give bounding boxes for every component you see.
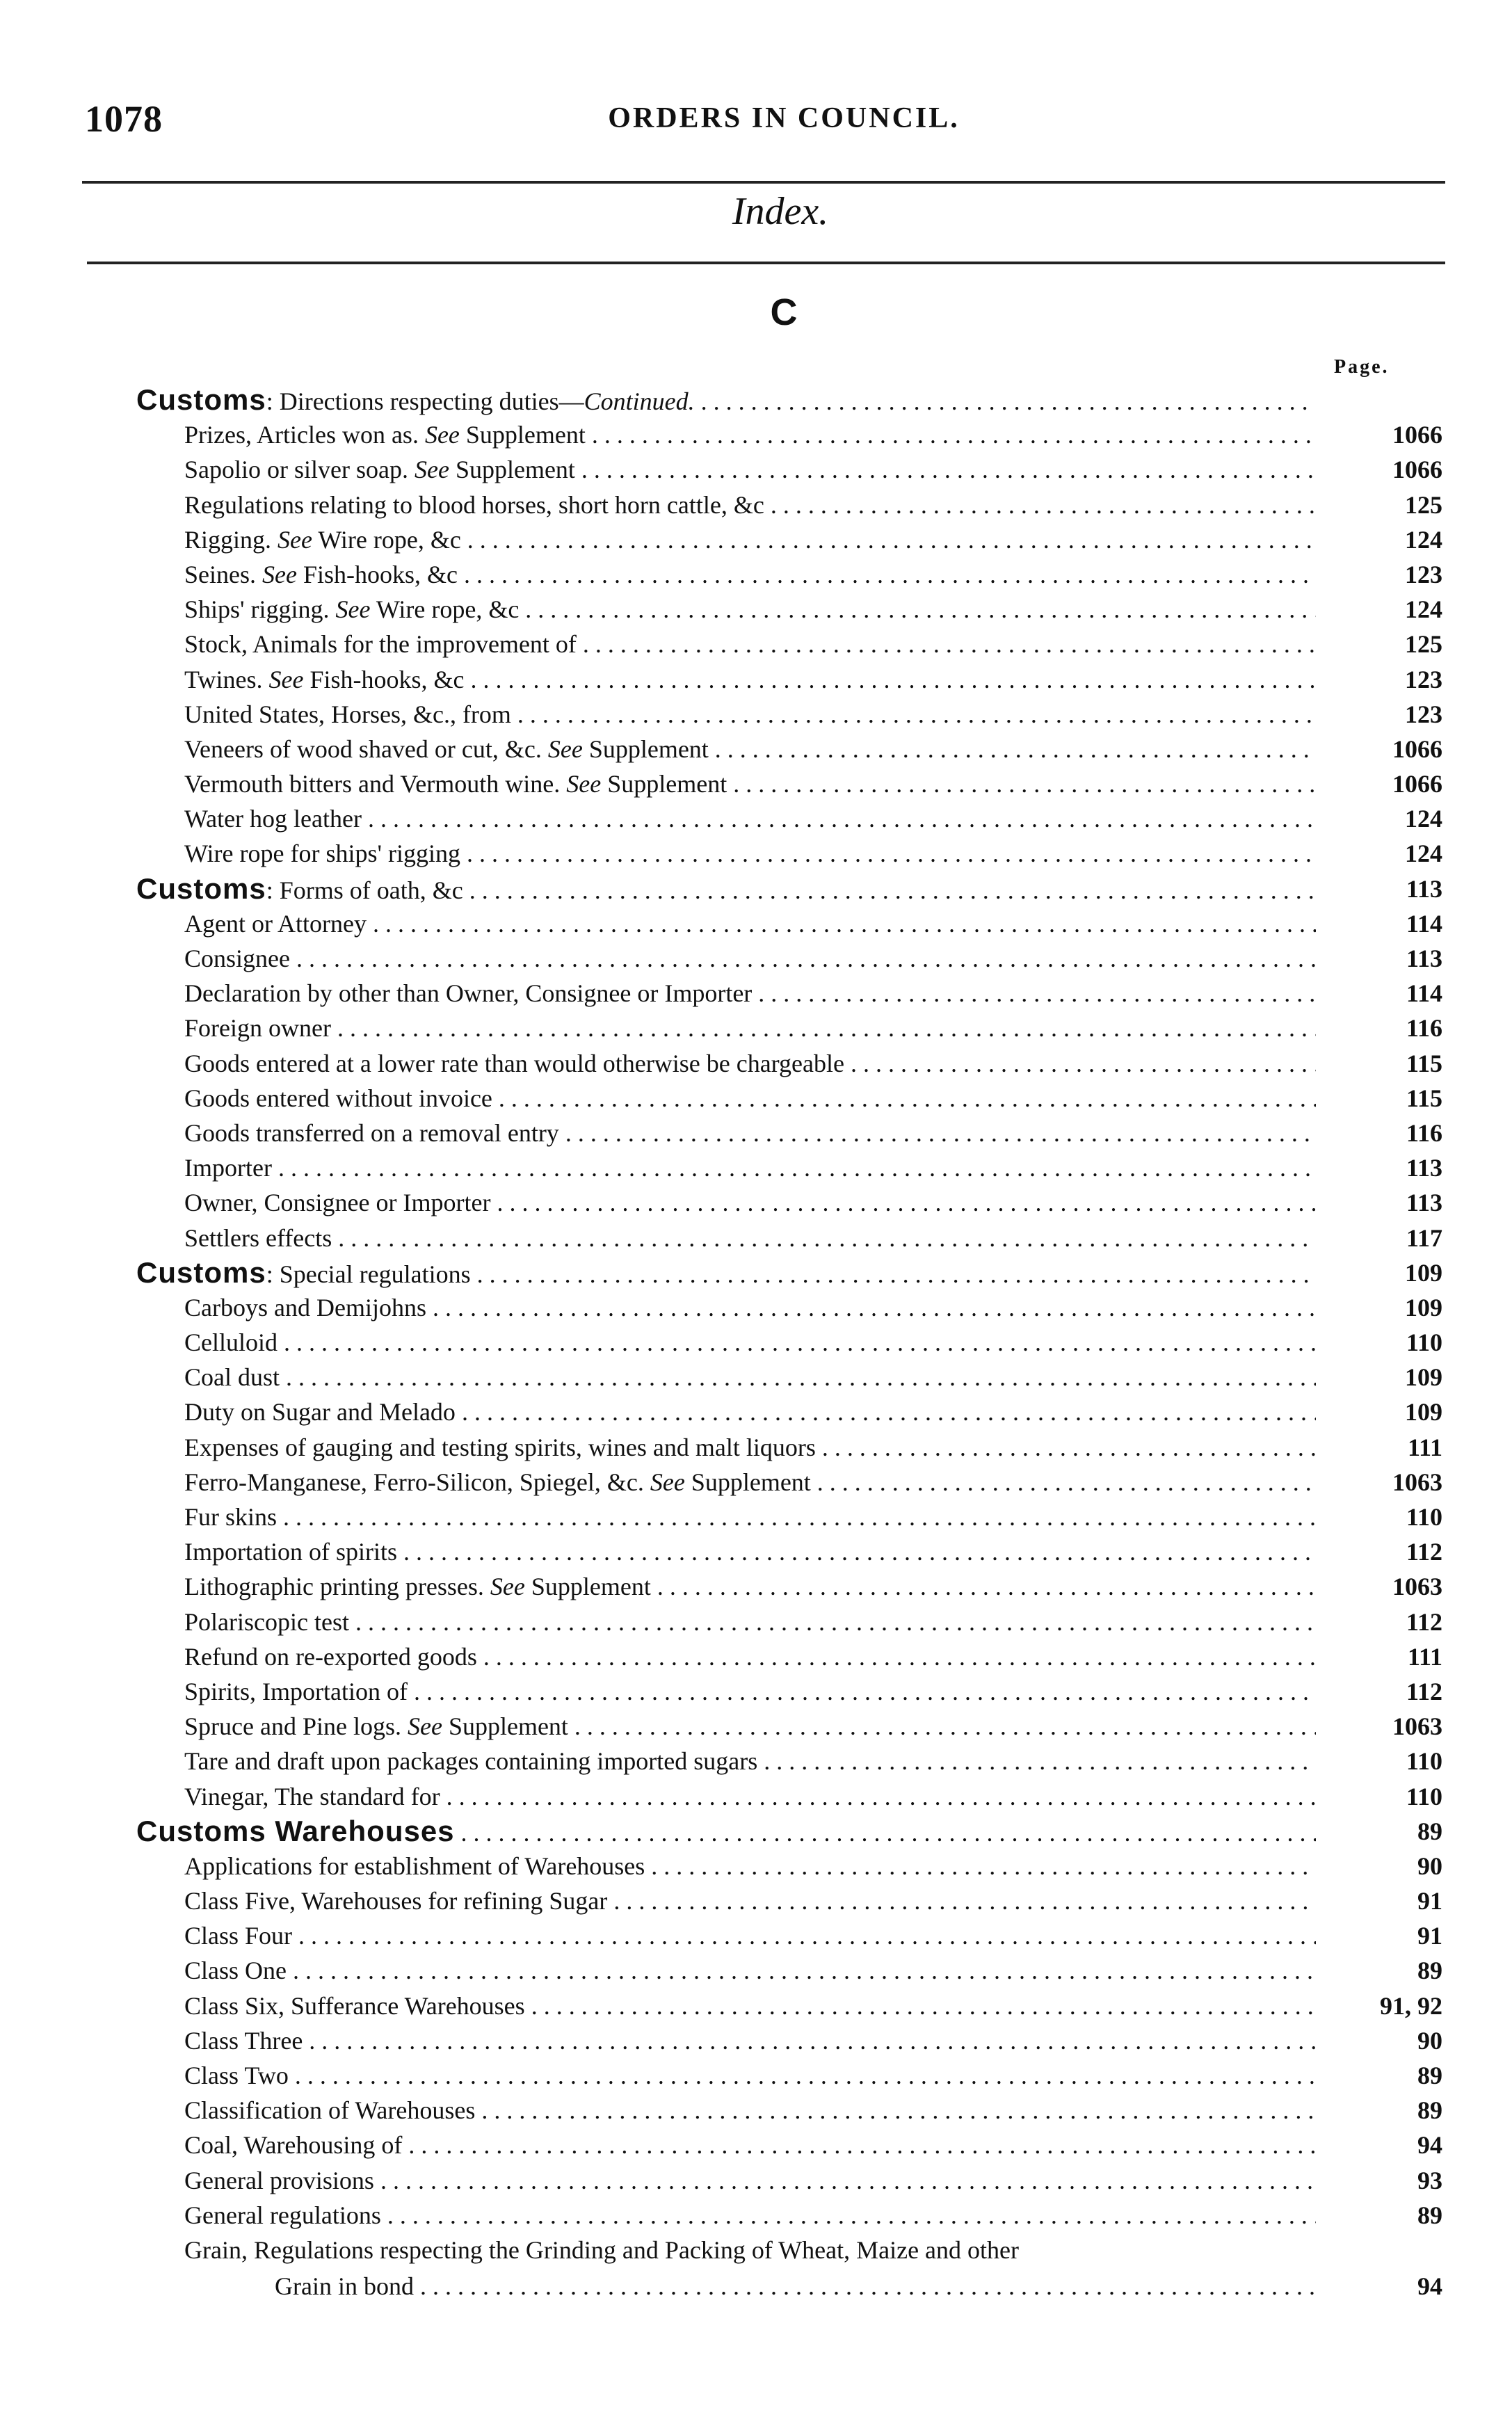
index-entry [0,2093,1512,2128]
section-letter: C [770,291,798,333]
entry-text: Veneers of wood shaved or cut, &c. [184,734,542,763]
section-title: Index. [732,190,829,233]
see-reference: See [490,1573,525,1601]
page-reference: 94 [1417,2131,1442,2160]
see-reference: See [566,770,602,798]
entry-label [184,2198,1316,2233]
index-entry [0,941,1512,976]
page-reference: 110 [1406,1747,1442,1776]
entry-text: Duty on Sugar and Melado [184,1398,456,1427]
index-entry [0,1953,1512,1988]
page-reference: 113 [1406,945,1442,972]
index-entry [0,1116,1512,1150]
index-entry [0,488,1512,522]
entry-text: Refund on re-exported goods [184,1642,477,1671]
index-entry [0,836,1512,871]
page-reference: 1066 [1392,456,1442,484]
entry-label [184,976,1316,1011]
entry-text-continued: Grain in bond [275,2272,414,2300]
index-entry [0,1360,1512,1395]
entry-text: Agent or Attorney [184,909,367,938]
heading-term: Customs [136,871,266,905]
entry-text: Class Six, Sufferance Warehouses [184,1991,525,2020]
entry-label [184,697,1316,732]
entry-label [184,2023,1316,2058]
page-reference: 109 [1405,1398,1442,1427]
entry-label [184,1534,1316,1569]
entry-text: Coal dust [184,1363,280,1392]
index-entry [0,976,1512,1011]
page-reference: 111 [1407,1433,1442,1461]
entry-label [184,1081,1316,1116]
page-reference: 124 [1405,840,1442,868]
page-reference: 89 [1417,2062,1442,2089]
entry-label [184,2058,1316,2093]
entry-text: Goods entered at a lower rate than would otherwise be chargeable [184,1049,844,1077]
page-reference: 91 [1417,1922,1442,1950]
page-reference: 1066 [1392,421,1442,449]
reference-target: Wire rope, &c [376,595,520,624]
index-entry [0,1150,1512,1185]
index-entry [0,1500,1512,1534]
entry-label [184,592,1316,627]
index-entry [0,2023,1512,2058]
entry-text: Coal, Warehousing of [184,2131,403,2160]
heading-continued: Continued. [584,387,695,415]
page-reference: 109 [1405,1258,1442,1287]
entry-text: Vermouth bitters and Vermouth wine. [184,770,561,798]
entry-text: Class Four [184,1922,293,1950]
entry-label [184,452,1316,487]
index-entry [0,1849,1512,1883]
entry-label [184,662,1316,697]
entry-text: Seines. [184,560,256,588]
entry-text: Class Two [184,2062,289,2089]
see-reference: See [262,560,297,588]
heading-text: : Directions respecting duties— [266,387,584,415]
page-reference: 109 [1405,1293,1442,1322]
entry-label [136,1255,1316,1290]
index-entry [0,1534,1512,1569]
page-reference: 90 [1417,1851,1442,1880]
page-reference: 89 [1417,1957,1442,1985]
index-entry [0,1674,1512,1709]
entry-text: United States, Horses, &c., from [184,700,511,728]
index-heading [0,871,1512,906]
page-reference: 125 [1405,490,1442,519]
entry-label [184,836,1316,871]
page-reference: 91, 92 [1380,1991,1442,2020]
entry-label [184,1116,1316,1150]
entry-text: Polariscopic test [184,1607,349,1636]
see-reference: See [268,665,304,693]
page-reference: 89 [1417,1817,1442,1845]
entry-label [184,1709,1316,1744]
index-entry [0,801,1512,836]
reference-target: Supplement [455,456,575,484]
index-entry [0,452,1512,487]
page-reference: 1063 [1392,1573,1442,1601]
entry-label [184,2093,1316,2128]
heading-term: Customs [136,1255,266,1289]
entry-text: Spruce and Pine logs. [184,1712,401,1741]
index-entry [0,697,1512,732]
page-reference: 111 [1407,1642,1442,1671]
page-reference: 89 [1417,2096,1442,2125]
entry-text: Owner, Consignee or Importer [184,1189,491,1217]
entry-text: Goods entered without invoice [184,1084,492,1112]
index-heading [0,383,1512,417]
entry-label [184,1639,1316,1674]
entry-text: Importer [184,1154,272,1182]
page-reference: 1063 [1392,1712,1442,1741]
entry-text: Prizes, Articles won as. [184,421,419,449]
entry-text: Classification of Warehouses [184,2096,476,2125]
page-reference: 125 [1405,630,1442,659]
entry-text: Expenses of gauging and testing spirits, wines and malt liquors [184,1433,816,1461]
index-entry [0,592,1512,627]
page-reference: 93 [1417,2166,1442,2194]
entry-text: Grain, Regulations respecting the Grinding and Packing of Wheat, Maize and other [184,2235,1019,2264]
entry-text: Applications for establishment of Warehouses [184,1851,645,1880]
reference-target: Supplement [691,1468,811,1496]
see-reference: See [650,1468,685,1496]
reference-target: Fish-hooks, &c [309,665,465,693]
entry-label [184,732,1316,766]
reference-target: Supplement [588,734,709,763]
reference-target: Supplement [465,421,586,449]
entry-label [184,1883,1316,1918]
see-reference: See [335,595,371,624]
index-entry [0,1744,1512,1778]
entry-label [184,1046,1316,1081]
entry-label [184,801,1316,836]
entry-label [184,1150,1316,1185]
index-entry [0,627,1512,661]
entry-label [184,417,1316,452]
see-reference: See [407,1712,442,1741]
entry-text: Celluloid [184,1328,278,1357]
entry-label [184,488,1316,522]
entry-text: Vinegar, The standard for [184,1782,440,1810]
page-reference: 91 [1417,1887,1442,1915]
entry-label [184,2163,1316,2198]
reference-target: Supplement [448,1712,568,1741]
entry-label [184,1918,1316,1953]
reference-target: Supplement [531,1573,651,1601]
page-reference: 1066 [1392,770,1442,798]
index-entry [0,906,1512,941]
page-reference: 110 [1406,1503,1442,1531]
top-rule [82,181,1445,184]
see-reference: See [278,525,312,554]
entry-text: Stock, Animals for the improvement of [184,630,577,659]
index-entries [0,383,1512,2305]
index-entry [0,1221,1512,1255]
page-reference: 113 [1406,1154,1442,1182]
page-reference: 123 [1405,665,1442,693]
see-reference: See [547,734,583,763]
page-reference: 124 [1405,805,1442,833]
entry-label [184,1989,1316,2023]
see-reference: See [414,456,449,484]
entry-text: Class One [184,1957,287,1985]
index-entry [0,557,1512,592]
entry-label [184,1325,1316,1360]
page-reference: 124 [1405,525,1442,554]
index-heading [0,1255,1512,1290]
index-entry [0,417,1512,452]
entry-text: Water hog leather [184,805,362,833]
entry-label [184,1185,1316,1220]
entry-label [184,1360,1316,1395]
index-entry [0,1430,1512,1465]
entry-label [184,557,1316,592]
entry-text: Importation of spirits [184,1538,397,1566]
page-reference: 113 [1406,874,1442,903]
reference-target: Fish-hooks, &c [303,560,458,588]
page-reference: 117 [1406,1223,1442,1252]
see-reference: See [424,421,460,449]
page-column-label: Page. [1334,356,1390,378]
entry-text: Consignee [184,945,290,972]
index-entry [0,1465,1512,1500]
entry-text: Class Five, Warehouses for refining Sugar [184,1887,608,1915]
entry-text: Lithographic printing presses. [184,1573,484,1601]
entry-label [136,383,1316,417]
page-reference: 112 [1406,1538,1442,1566]
entry-text: Twines. [184,665,263,693]
index-entry [0,2128,1512,2162]
entry-text: Goods transferred on a removal entry [184,1118,559,1147]
entry-text: Sapolio or silver soap. [184,456,408,484]
page-reference: 94 [1417,2272,1442,2300]
entry-label [184,1465,1316,1500]
entry-text: Rigging. [184,525,272,554]
page-reference: 1063 [1392,1468,1442,1496]
entry-text: Ferro-Manganese, Ferro-Silicon, Spiegel, &c. [184,1468,644,1496]
entry-label [184,627,1316,661]
entry-text: Ships' rigging. [184,595,330,624]
index-entry [0,1605,1512,1639]
entry-label [136,871,1316,906]
entry-text: Declaration by other than Owner, Consignee or Importer [184,979,753,1008]
heading-text: : Special regulations [266,1260,471,1288]
index-entry [0,1569,1512,1604]
entry-label [184,1569,1316,1604]
entry-label [184,906,1316,941]
page-reference: 116 [1406,1014,1442,1043]
reference-target: Wire rope, &c [318,525,461,554]
entry-label [136,1814,1316,1849]
page-reference: 109 [1405,1363,1442,1392]
page-reference: 114 [1406,909,1442,938]
heading-term: Customs Warehouses [136,1814,455,1847]
entry-label [184,1953,1316,1988]
index-entry [0,732,1512,766]
page-reference: 115 [1406,1049,1442,1077]
heading-term: Customs [136,383,266,416]
entry-label [184,1605,1316,1639]
entry-text: Foreign owner [184,1014,331,1043]
entry-text: Carboys and Demijohns [184,1293,426,1322]
entry-label [184,1849,1316,1883]
entry-text: Wire rope for ships' rigging [184,840,460,868]
entry-label [184,522,1316,557]
index-entry [0,1779,1512,1814]
index-entry [0,522,1512,557]
page-reference: 123 [1405,560,1442,588]
entry-label [184,941,1316,976]
index-entry [0,1011,1512,1045]
page-reference: 115 [1406,1084,1442,1112]
page-number: 1078 [85,98,163,140]
entry-label [184,1221,1316,1255]
entry-label [184,1674,1316,1709]
index-entry [0,766,1512,801]
index-entry [0,1989,1512,2023]
index-entry [0,1185,1512,1220]
entry-label [184,766,1316,801]
index-entry [0,1046,1512,1081]
page-reference: 113 [1406,1189,1442,1217]
entry-text: Settlers effects [184,1223,332,1252]
page-reference: 90 [1417,2026,1442,2055]
page-reference: 89 [1417,2201,1442,2229]
page-reference: 116 [1406,1118,1442,1147]
section-rule [87,262,1445,264]
page-reference: 114 [1406,979,1442,1008]
index-entry [0,2233,1512,2305]
page-reference: 110 [1406,1328,1442,1357]
index-entry [0,662,1512,697]
page-reference: 112 [1406,1677,1442,1705]
entry-text: General provisions [184,2166,374,2194]
entry-text: Spirits, Importation of [184,1677,408,1705]
entry-label [184,1500,1316,1534]
entry-label [184,1430,1316,1465]
page-reference: 112 [1406,1607,1442,1636]
entry-label [184,2128,1316,2162]
index-entry [0,1290,1512,1325]
page-reference: 124 [1405,595,1442,624]
entry-text: Regulations relating to blood horses, short horn cattle, &c [184,490,764,519]
index-entry [0,2058,1512,2093]
entry-label [184,2233,1316,2305]
running-head: ORDERS IN COUNCIL. [608,102,960,134]
entry-text: General regulations [184,2201,381,2229]
index-entry [0,1709,1512,1744]
entry-label [184,1744,1316,1778]
entry-text: Fur skins [184,1503,278,1531]
entry-label [184,1779,1316,1814]
index-entry [0,1639,1512,1674]
page-reference: 123 [1405,700,1442,728]
page-reference: 1066 [1392,734,1442,763]
entry-label [184,1011,1316,1045]
index-entry [0,1081,1512,1116]
heading-text: : Forms of oath, &c [266,876,463,904]
reference-target: Supplement [607,770,727,798]
entry-label [184,1290,1316,1325]
entry-text: Tare and draft upon packages containing imported sugars [184,1747,758,1776]
index-entry [0,1883,1512,1918]
page-reference: 110 [1406,1782,1442,1810]
index-entry [0,2198,1512,2233]
index-entry [0,1325,1512,1360]
index-heading [0,1814,1512,1849]
index-entry [0,1395,1512,1429]
entry-text: Class Three [184,2026,303,2055]
index-entry [0,1918,1512,1953]
index-entry [0,2163,1512,2198]
entry-label [184,1395,1316,1429]
